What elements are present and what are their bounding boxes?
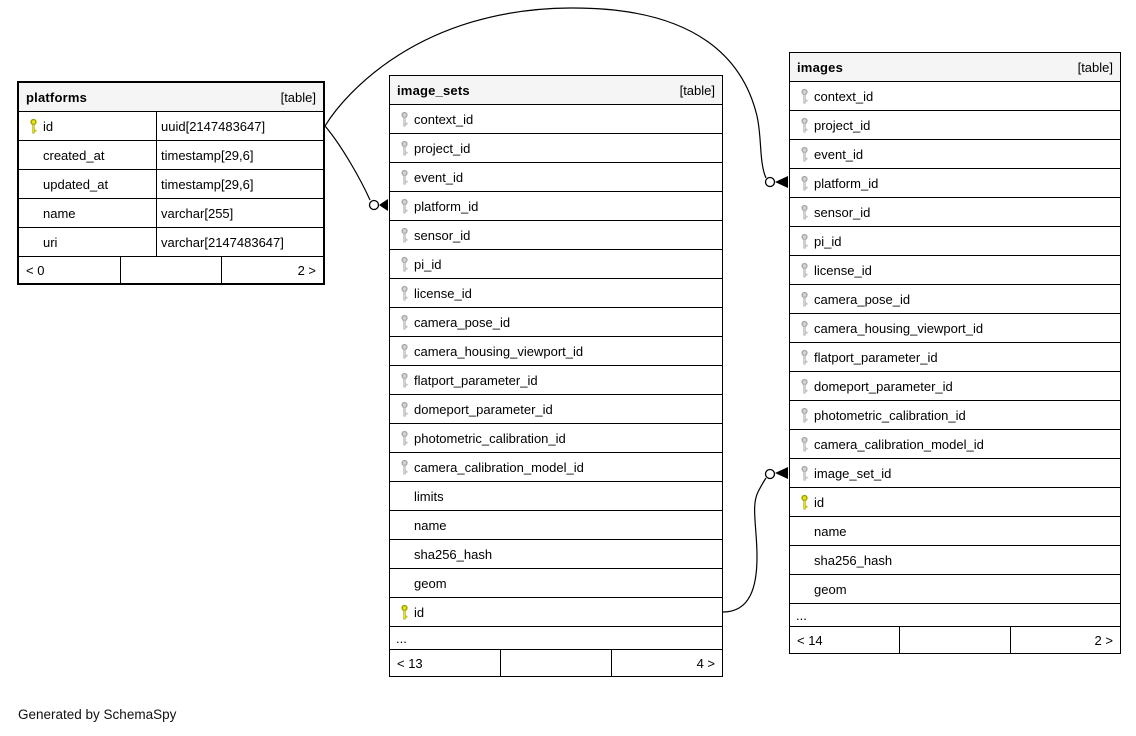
footer-spacer <box>120 257 222 283</box>
foreign-key-icon <box>399 169 410 186</box>
column-type: varchar[255] <box>156 199 323 227</box>
key-slot <box>795 291 814 308</box>
column-row-flatport_parameter_id <box>390 366 722 395</box>
key-slot <box>395 343 414 360</box>
key-slot <box>395 401 414 418</box>
column-row-project_id <box>790 111 1120 140</box>
column-name: context_id <box>814 88 874 104</box>
foreign-key-icon <box>399 343 410 360</box>
key-slot <box>795 146 814 163</box>
column-row-name <box>790 517 1120 546</box>
child-count: 2 > <box>1010 627 1120 653</box>
foreign-key-icon <box>399 256 410 273</box>
key-slot <box>395 372 414 389</box>
table-title[interactable]: platforms <box>26 89 88 105</box>
column-row-camera_housing_viewport_id <box>790 314 1120 343</box>
key-slot <box>795 175 814 192</box>
column-name: updated_at <box>43 176 109 192</box>
column-name: photometric_calibration_id <box>814 407 966 423</box>
column-row-pi_id <box>790 227 1120 256</box>
column-name: pi_id <box>414 256 442 272</box>
key-slot <box>395 111 414 128</box>
column-name: domeport_parameter_id <box>814 378 953 394</box>
column-type: varchar[2147483647] <box>156 228 323 256</box>
foreign-key-icon <box>799 349 810 366</box>
column-row-id <box>390 598 722 627</box>
key-slot <box>395 198 414 215</box>
table-footer <box>390 650 722 676</box>
column-name: platform_id <box>414 198 479 214</box>
foreign-key-icon <box>799 436 810 453</box>
foreign-key-icon <box>799 175 810 192</box>
column-row-sha256_hash <box>790 546 1120 575</box>
key-slot <box>795 378 814 395</box>
zero-or-more-circle <box>370 201 379 210</box>
fk-arrowhead-icon <box>775 176 788 188</box>
key-slot <box>795 204 814 221</box>
column-type: uuid[2147483647] <box>156 112 323 140</box>
table-platforms <box>17 81 325 285</box>
key-slot <box>795 262 814 279</box>
key-slot <box>395 604 414 621</box>
child-count: 2 > <box>221 257 323 283</box>
foreign-key-icon <box>399 227 410 244</box>
foreign-key-icon <box>799 233 810 250</box>
column-row-domeport_parameter_id <box>390 395 722 424</box>
child-count: 4 > <box>611 650 722 676</box>
column-row-geom <box>790 575 1120 604</box>
foreign-key-icon <box>799 465 810 482</box>
column-row-photometric_calibration_id <box>790 401 1120 430</box>
column-row-sha256_hash <box>390 540 722 569</box>
column-row-camera_pose_id <box>790 285 1120 314</box>
column-row-pi_id <box>390 250 722 279</box>
primary-key-icon <box>28 118 39 135</box>
foreign-key-icon <box>399 401 410 418</box>
primary-key-icon <box>799 494 810 511</box>
foreign-key-icon <box>399 198 410 215</box>
column-name: limits <box>414 488 444 504</box>
column-name: project_id <box>414 140 471 156</box>
column-name: camera_calibration_model_id <box>414 459 584 475</box>
footer-spacer <box>500 650 611 676</box>
foreign-key-icon <box>399 430 410 447</box>
table-tag: [table] <box>1077 59 1113 75</box>
column-name: camera_housing_viewport_id <box>414 343 584 359</box>
truncated-columns-ellipsis: ... <box>790 604 1120 627</box>
column-row-camera_calibration_model_id <box>790 430 1120 459</box>
column-name: platform_id <box>814 175 879 191</box>
foreign-key-icon <box>399 372 410 389</box>
foreign-key-icon <box>399 111 410 128</box>
column-name: uri <box>43 234 58 250</box>
column-name: flatport_parameter_id <box>814 349 938 365</box>
fk-arrowhead-icon <box>775 467 788 479</box>
column-row-id <box>790 488 1120 517</box>
parent-count: < 13 <box>397 655 423 671</box>
key-slot <box>795 233 814 250</box>
column-name: id <box>814 494 825 510</box>
foreign-key-icon <box>799 320 810 337</box>
key-slot <box>395 169 414 186</box>
table-footer <box>19 257 323 283</box>
column-name: name <box>43 205 76 221</box>
key-slot <box>395 285 414 302</box>
column-name: event_id <box>414 169 464 185</box>
column-name-cell <box>24 177 156 192</box>
foreign-key-icon <box>799 407 810 424</box>
key-slot <box>395 140 414 157</box>
column-list <box>390 105 722 650</box>
column-row-name <box>19 199 323 228</box>
column-row-flatport_parameter_id <box>790 343 1120 372</box>
foreign-key-icon <box>799 146 810 163</box>
key-slot <box>395 256 414 273</box>
column-name: flatport_parameter_id <box>414 372 538 388</box>
column-name: pi_id <box>814 233 842 249</box>
key-slot <box>795 465 814 482</box>
column-row-created_at <box>19 141 323 170</box>
key-slot <box>395 314 414 331</box>
foreign-key-icon <box>399 140 410 157</box>
column-name-cell <box>24 206 156 221</box>
column-name: geom <box>814 581 847 597</box>
foreign-key-icon <box>799 117 810 134</box>
foreign-key-icon <box>799 378 810 395</box>
fk-curve <box>723 478 766 612</box>
table-header-images[interactable] <box>790 53 1120 82</box>
primary-key-icon <box>399 604 410 621</box>
table-footer <box>790 627 1120 653</box>
column-type: timestamp[29,6] <box>156 170 323 198</box>
relationship-platforms-to-image-sets <box>325 126 388 211</box>
column-row-photometric_calibration_id <box>390 424 722 453</box>
column-name: image_set_id <box>814 465 892 481</box>
key-slot <box>395 227 414 244</box>
zero-or-more-circle <box>766 470 775 479</box>
zero-or-more-circle <box>766 178 775 187</box>
column-name: sensor_id <box>414 227 471 243</box>
column-name-cell <box>24 148 156 163</box>
table-header-image-sets[interactable] <box>390 76 722 105</box>
column-name: context_id <box>414 111 474 127</box>
column-row-image_set_id <box>790 459 1120 488</box>
column-name: camera_housing_viewport_id <box>814 320 984 336</box>
column-row-domeport_parameter_id <box>790 372 1120 401</box>
column-row-uri <box>19 228 323 257</box>
column-name: id <box>414 604 425 620</box>
key-slot <box>795 436 814 453</box>
foreign-key-icon <box>399 314 410 331</box>
column-name: license_id <box>814 262 872 278</box>
column-name: geom <box>414 575 447 591</box>
fk-curve <box>325 126 370 200</box>
column-row-license_id <box>790 256 1120 285</box>
column-name: project_id <box>814 117 871 133</box>
column-name: camera_calibration_model_id <box>814 436 984 452</box>
column-row-license_id <box>390 279 722 308</box>
foreign-key-icon <box>799 262 810 279</box>
column-row-platform_id <box>390 192 722 221</box>
column-row-context_id <box>790 82 1120 111</box>
parent-count: < 0 <box>26 262 45 278</box>
foreign-key-icon <box>399 285 410 302</box>
table-images <box>789 52 1121 654</box>
column-row-updated_at <box>19 170 323 199</box>
column-name: domeport_parameter_id <box>414 401 553 417</box>
column-name: camera_pose_id <box>814 291 911 307</box>
column-name: event_id <box>814 146 864 162</box>
foreign-key-icon <box>799 88 810 105</box>
column-row-context_id <box>390 105 722 134</box>
key-slot <box>24 118 43 135</box>
column-row-limits <box>390 482 722 511</box>
table-title[interactable]: image_sets <box>397 82 470 98</box>
table-tag: [table] <box>679 82 715 98</box>
key-slot <box>395 430 414 447</box>
key-slot <box>795 407 814 424</box>
column-list <box>19 112 323 257</box>
column-name: sha256_hash <box>814 552 893 568</box>
column-row-event_id <box>390 163 722 192</box>
parent-count: < 14 <box>797 632 823 648</box>
column-type: timestamp[29,6] <box>156 141 323 169</box>
table-title[interactable]: images <box>797 59 844 75</box>
column-name-cell <box>24 235 156 250</box>
column-name: name <box>414 517 447 533</box>
column-row-platform_id <box>790 169 1120 198</box>
footer-spacer <box>899 627 1009 653</box>
column-row-name <box>390 511 722 540</box>
key-slot <box>795 117 814 134</box>
table-header-platforms[interactable] <box>19 83 323 112</box>
key-slot <box>795 320 814 337</box>
column-row-camera_pose_id <box>390 308 722 337</box>
column-name: name <box>814 523 847 539</box>
column-row-camera_housing_viewport_id <box>390 337 722 366</box>
column-name: camera_pose_id <box>414 314 511 330</box>
column-row-geom <box>390 569 722 598</box>
generated-by-caption: Generated by SchemaSpy <box>18 707 177 722</box>
column-row-sensor_id <box>790 198 1120 227</box>
foreign-key-icon <box>399 459 410 476</box>
key-slot <box>795 349 814 366</box>
column-name: photometric_calibration_id <box>414 430 566 446</box>
truncated-columns-ellipsis: ... <box>390 627 722 650</box>
column-name: sensor_id <box>814 204 871 220</box>
column-row-camera_calibration_model_id <box>390 453 722 482</box>
column-name-cell <box>24 118 156 135</box>
table-tag: [table] <box>280 89 316 105</box>
column-list <box>790 82 1120 627</box>
foreign-key-icon <box>799 291 810 308</box>
column-name: created_at <box>43 147 105 163</box>
key-slot <box>395 459 414 476</box>
column-row-event_id <box>790 140 1120 169</box>
key-slot <box>795 494 814 511</box>
table-image-sets <box>389 75 723 677</box>
key-slot <box>795 88 814 105</box>
column-name: sha256_hash <box>414 546 493 562</box>
column-row-sensor_id <box>390 221 722 250</box>
column-name: license_id <box>414 285 472 301</box>
relationship-image-sets-to-images <box>723 467 788 612</box>
foreign-key-icon <box>799 204 810 221</box>
column-name: id <box>43 118 54 134</box>
fk-arrowhead-icon <box>379 199 388 211</box>
column-row-project_id <box>390 134 722 163</box>
column-row-id <box>19 112 323 141</box>
